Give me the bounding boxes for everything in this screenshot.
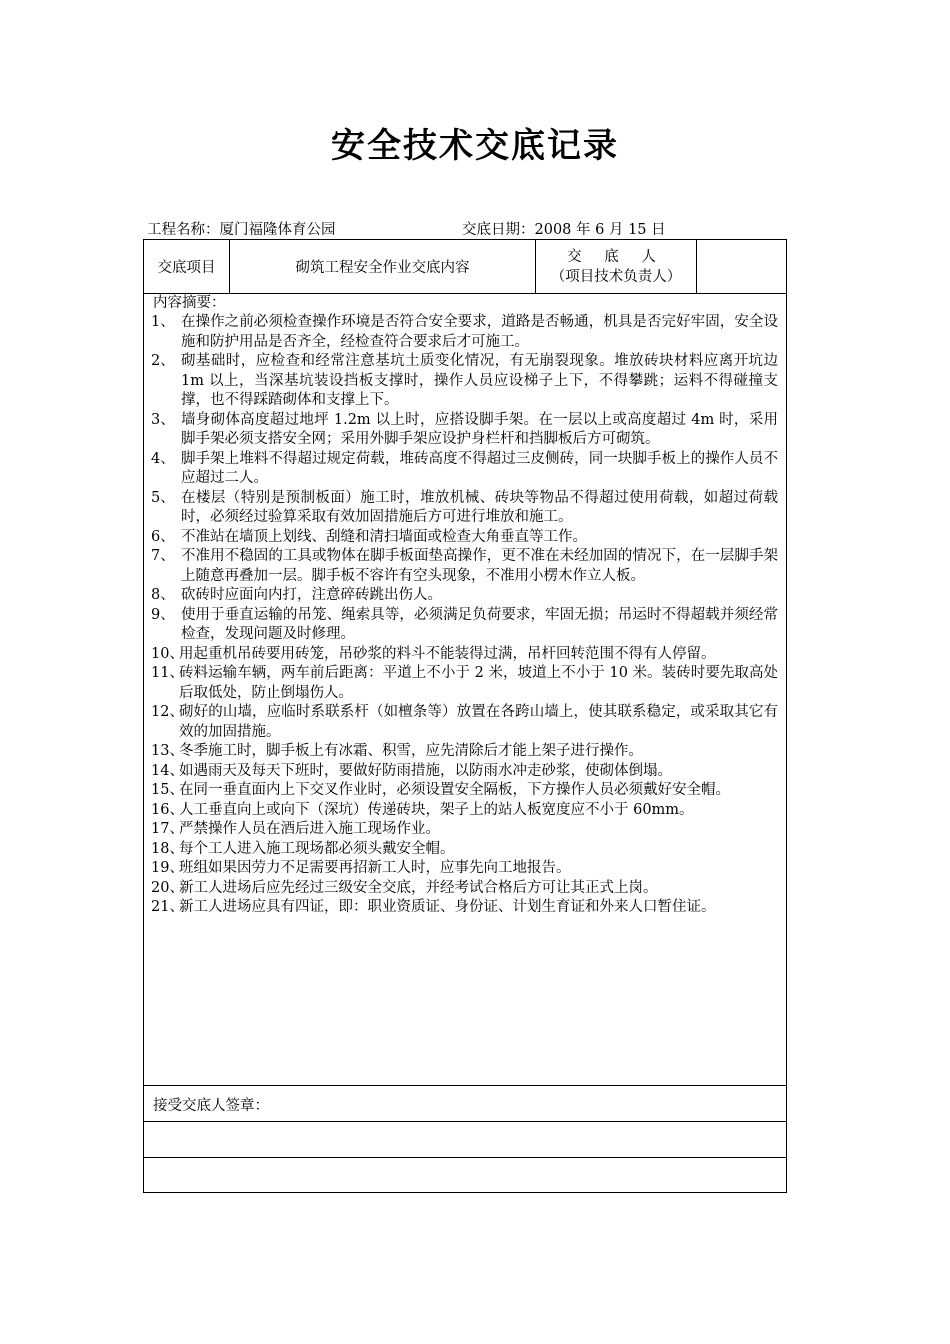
list-item-number: 8、 [151, 587, 175, 603]
item-label: 交底项目 [144, 240, 230, 293]
list-item-text: 在楼层（特别是预制板面）施工时，堆放机械、砖块等物品不得超过使用荷载，如超过荷载时，必须经过验算采取有效加固措施后方可进行堆放和施工。 [181, 489, 778, 525]
list-item-number: 21、 [151, 899, 184, 915]
list-item-number: 1、 [151, 314, 175, 330]
list-item-number: 12、 [151, 704, 184, 720]
list-item-text: 在同一垂直面内上下交叉作业时，必须设置安全隔板，下方操作人员必须戴好安全帽。 [179, 782, 730, 798]
list-item [151, 801, 778, 821]
list-item [151, 840, 778, 860]
list-item-text: 严禁操作人员在酒后进入施工现场作业。 [179, 821, 440, 837]
project-name: 工程名称：厦门福隆体育公园 [147, 222, 336, 238]
list-item-number: 16、 [151, 801, 184, 818]
list-item-text: 人工垂直向上或向下（深坑）传递砖块，架子上的站人板宽度应不小于 60mm。 [179, 801, 694, 818]
summary-label: 内容摘要： [153, 295, 226, 311]
list-item-number: 18、 [151, 840, 184, 857]
list-item-number: 20、 [151, 879, 184, 896]
person-label [536, 240, 697, 293]
list-item [151, 586, 778, 606]
item-value: 砌筑工程安全作业交底内容 [230, 240, 536, 293]
disclosure-date: 交底日期：2008 年 6 月 15 日 [462, 222, 666, 238]
list-item [151, 703, 778, 742]
list-item-number: 17、 [151, 821, 184, 837]
list-item [151, 411, 778, 450]
signature-label: 接受交底人签章： [144, 1086, 786, 1122]
list-item-text: 使用于垂直运输的吊笼、绳索具等，必须满足负荷要求，牢固无损；吊运时不得超载并须经常检查，发现问题及时修理。 [181, 606, 778, 642]
list-item-text: 砌基础时，应检查和经常注意基坑土质变化情况，有无崩裂现象。堆放砖块材料应离开坑边 1m 以上，当深基坑装设挡板支撑时，操作人员应设梯子上下，不得攀跳；运料不得碰撞支撑，也不得踩踏砌体和支撑上下。 [181, 353, 778, 408]
signature-field-2[interactable] [144, 1158, 786, 1192]
list-item-text: 班组如果因劳力不足需要再招新工人时，应事先向工地报告。 [179, 860, 571, 876]
list-item-text: 不准用不稳固的工具或物体在脚手板面垫高操作，更不准在未经加固的情况下，在一层脚手架上随意再叠加一层。脚手板不容许有空头现象，不准用小楞木作立人板。 [181, 548, 778, 584]
list-item [151, 645, 778, 665]
list-item-text: 在操作之前必须检查操作环境是否符合安全要求，道路是否畅通，机具是否完好牢固，安全设施和防护用品是否齐全，经检查符合要求后才可施工。 [181, 314, 778, 350]
list-item-text: 每个工人进入施工现场都必须头戴安全帽。 [179, 840, 455, 857]
content-summary [144, 293, 786, 1086]
list-item [151, 859, 778, 879]
list-item-text: 新工人进场应具有四证，即：职业资质证、身份证、计划生育证和外来人口暂住证。 [179, 899, 716, 915]
list-item-number: 14、 [151, 762, 184, 779]
list-item-text: 新工人进场后应先经过三级安全交底，并经考试合格后方可让其正式上岗。 [179, 879, 658, 896]
list-item-number: 19、 [151, 860, 184, 876]
safety-items-list [151, 313, 778, 918]
disclosure-form [143, 239, 787, 1193]
list-item-number: 6、 [151, 528, 175, 545]
list-item [151, 547, 778, 586]
list-item [151, 820, 778, 840]
form-header-row [144, 240, 786, 294]
list-item-text: 脚手架上堆料不得超过规定荷载，堆砖高度不得超过三皮侧砖，同一块脚手板上的操作人员不应超过二人。 [181, 450, 778, 486]
list-item-text: 砖料运输车辆，两车前后距离：平道上不小于 2 米，坡道上不小于 10 米。装砖时要先取高处后取低处，防止倒塌伤人。 [179, 665, 778, 701]
list-item-number: 2、 [151, 353, 175, 369]
list-item-number: 7、 [151, 548, 175, 564]
list-item-text: 如遇雨天及每天下班时，要做好防雨措施，以防雨水冲走砂浆，使砌体倒塌。 [179, 762, 672, 779]
list-item [151, 450, 778, 489]
list-item-number: 3、 [151, 411, 175, 428]
list-item [151, 781, 778, 801]
list-item [151, 489, 778, 528]
list-item [151, 313, 778, 352]
list-item-text: 用起重机吊砖要用砖笼，吊砂浆的料斗不能装得过满，吊杆回转范围不得有人停留。 [179, 645, 716, 662]
list-item-number: 5、 [151, 489, 175, 506]
person-label-line2: （项目技术负责人） [550, 268, 682, 285]
list-item-number: 4、 [151, 450, 175, 467]
list-item [151, 528, 778, 548]
signature-field-1[interactable] [144, 1122, 786, 1158]
list-item-text: 砌好的山墙，应临时系联系杆（如檀条等）放置在各跨山墙上，使其联系稳定，或采取其它有效的加固措施。 [179, 704, 778, 740]
list-item [151, 898, 778, 918]
list-item [151, 762, 778, 782]
page-title: 安全技术交底记录 [331, 126, 619, 166]
list-item-text: 砍砖时应面向内打，注意碎砖跳出伤人。 [181, 587, 442, 603]
list-item [151, 879, 778, 899]
list-item-text: 不准站在墙顶上划线、刮缝和清扫墙面或检查大角垂直等工作。 [181, 528, 587, 545]
list-item [151, 606, 778, 645]
list-item-text: 墙身砌体高度超过地坪 1.2m 以上时，应搭设脚手架。在一层以上或高度超过 4m 时，采用脚手架必须支搭安全网；采用外脚手架应设护身栏杆和挡脚板后方可砌筑。 [181, 411, 778, 447]
list-item-number: 9、 [151, 606, 175, 623]
person-label-line1: 交 底 人 [567, 248, 665, 265]
list-item [151, 664, 778, 703]
list-item [151, 742, 778, 762]
list-item-number: 10、 [151, 645, 184, 662]
list-item-number: 11、 [151, 665, 184, 681]
list-item-text: 冬季施工时，脚手板上有冰霜、积雪，应先清除后才能上架子进行操作。 [179, 743, 643, 759]
list-item [151, 352, 778, 411]
list-item-number: 13、 [151, 743, 184, 759]
person-value[interactable] [697, 240, 786, 293]
list-item-number: 15、 [151, 782, 184, 798]
